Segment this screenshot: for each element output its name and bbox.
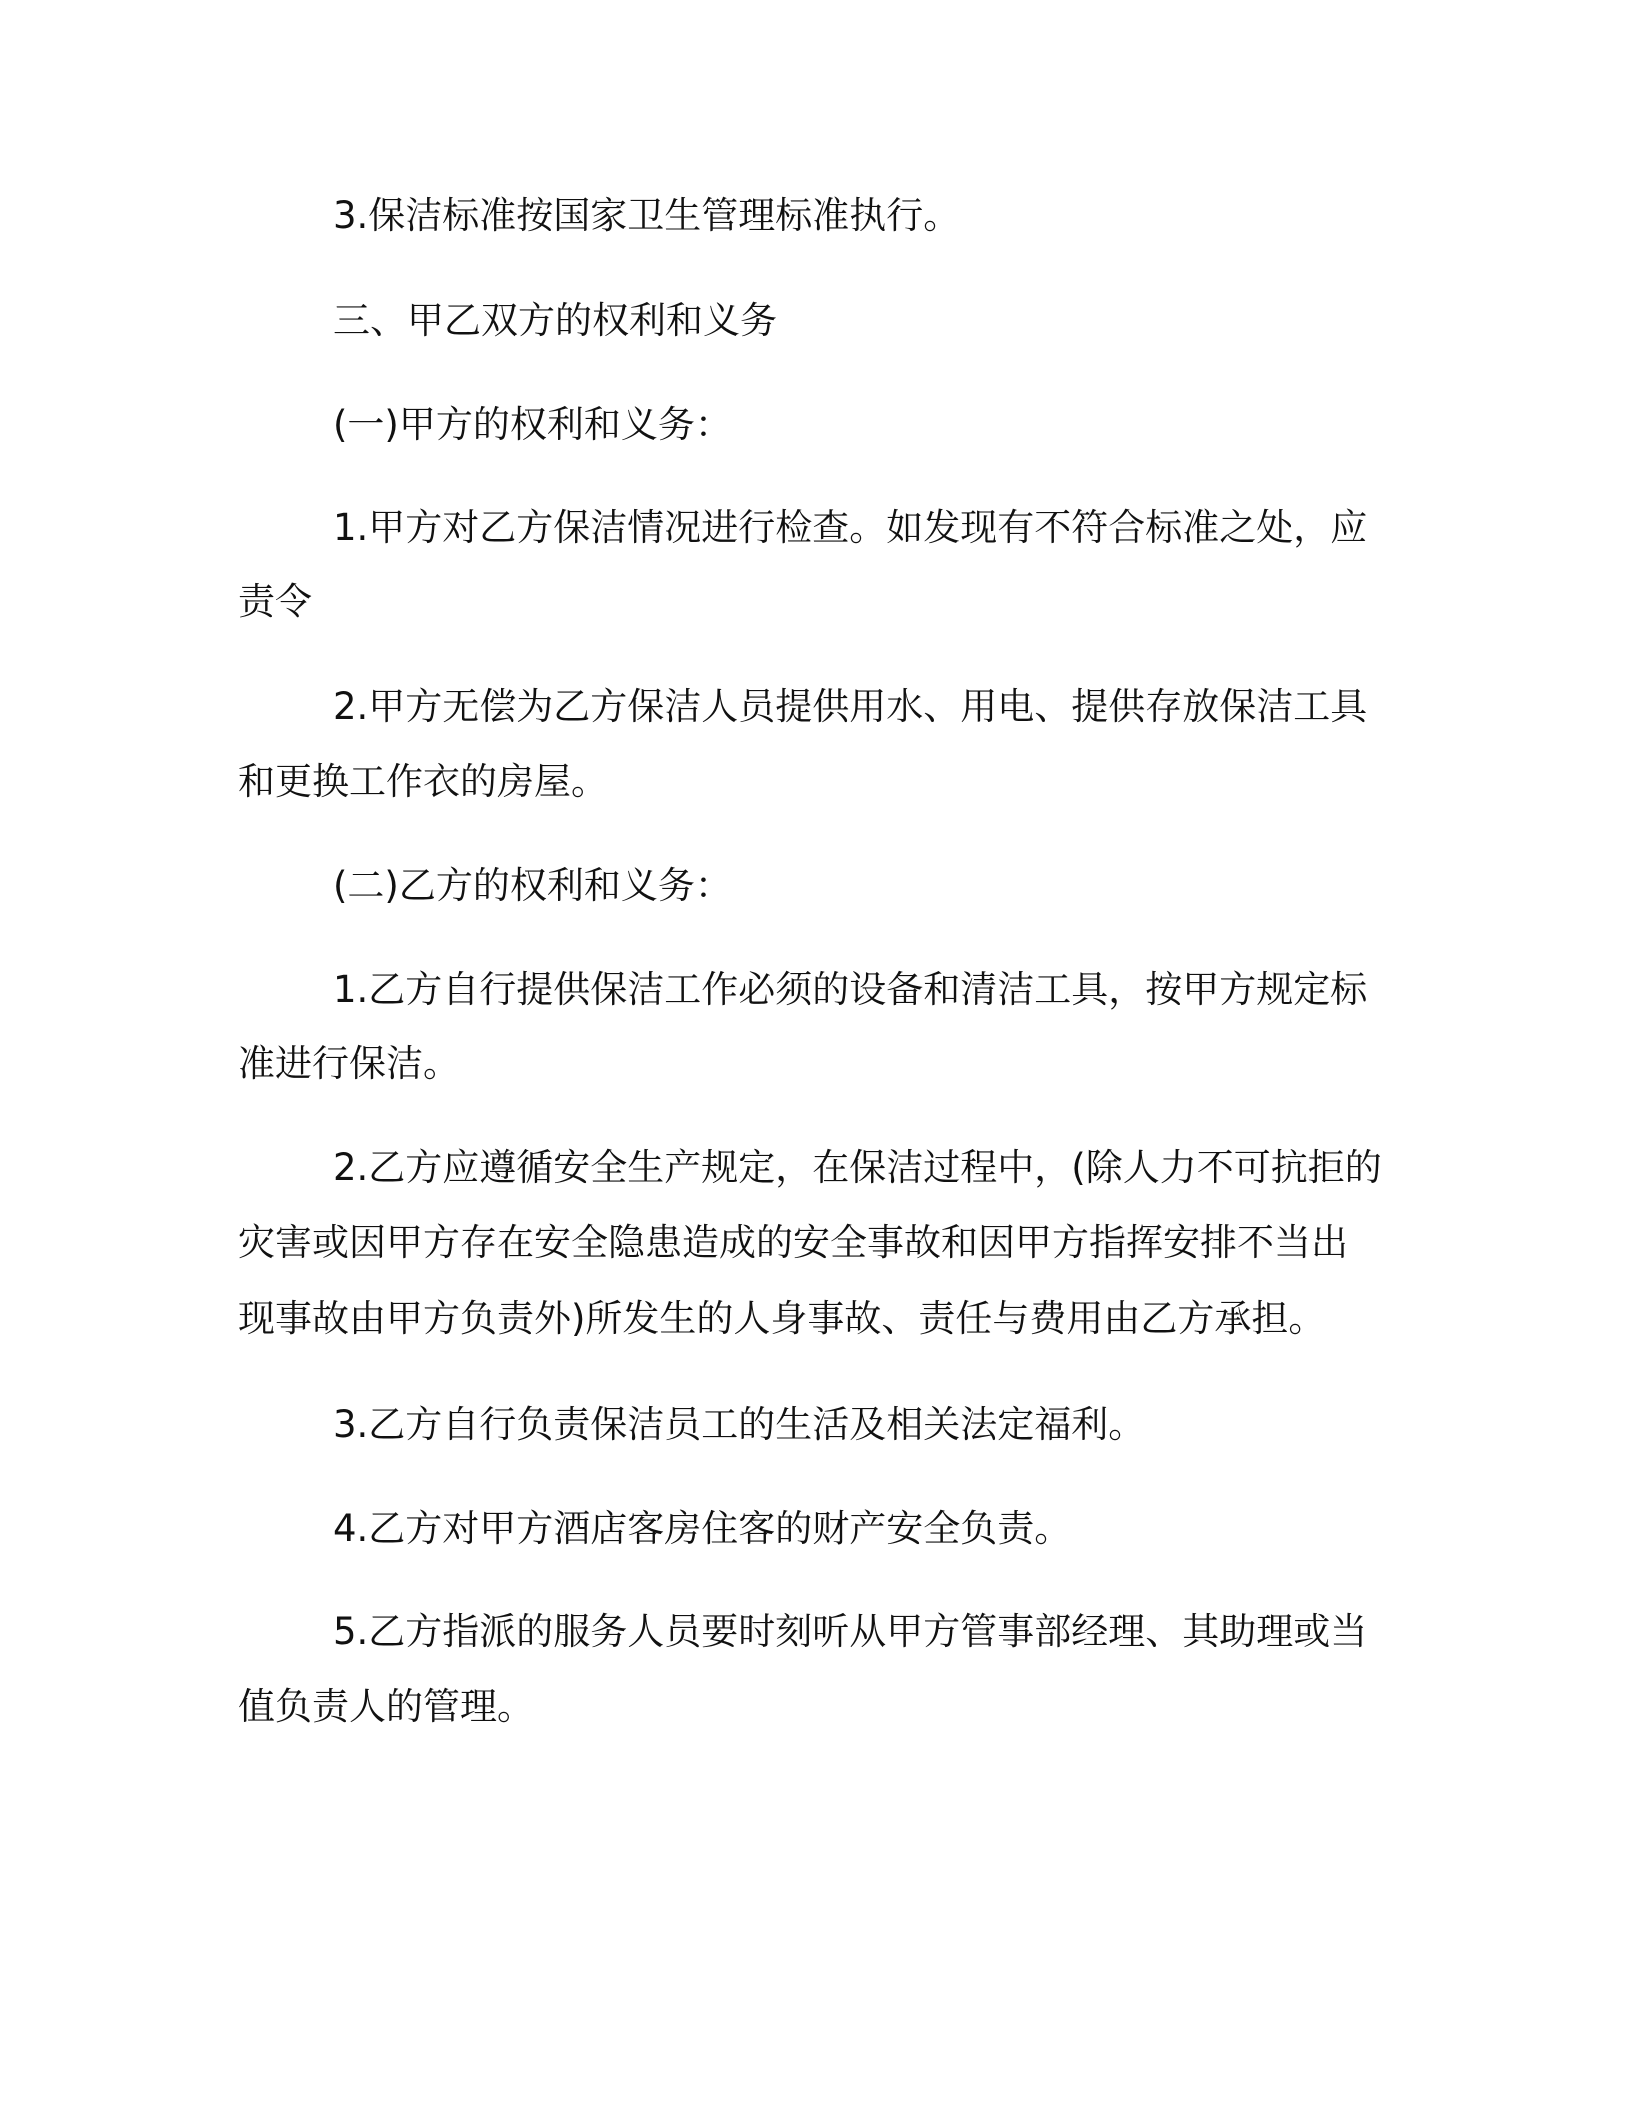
party-b-clause-2-line-2: 灾害或因甲方存在安全隐患造成的安全事故和因甲方指挥安排不当出: [238, 1221, 1348, 1264]
party-b-clause-4: 4.乙方对甲方酒店客房住客的财产安全负责。: [333, 1507, 1072, 1550]
section-heading-rights-obligations: 三、甲乙双方的权利和义务: [333, 299, 777, 342]
party-a-clause-2-line-1: 2.甲方无偿为乙方保洁人员提供用水、用电、提供存放保洁工具: [333, 685, 1368, 728]
party-a-clause-1-line-1: 1.甲方对乙方保洁情况进行检查。如发现有不符合标准之处，应: [333, 506, 1368, 549]
subsection-heading-party-a: (一)甲方的权利和义务：: [333, 403, 732, 446]
party-a-clause-1-line-2: 责令: [238, 580, 312, 623]
party-b-clause-2-line-1: 2.乙方应遵循安全生产规定，在保洁过程中，(除人力不可抗拒的: [333, 1146, 1382, 1189]
party-b-clause-5-line-2: 值负责人的管理。: [238, 1685, 534, 1728]
clause-3-cleaning-standard: 3.保洁标准按国家卫生管理标准执行。: [333, 194, 961, 237]
party-b-clause-3: 3.乙方自行负责保洁员工的生活及相关法定福利。: [333, 1403, 1146, 1446]
party-b-clause-1-line-1: 1.乙方自行提供保洁工作必须的设备和清洁工具，按甲方规定标: [333, 968, 1368, 1011]
party-a-clause-2-line-2: 和更换工作衣的房屋。: [238, 760, 608, 803]
party-b-clause-5-line-1: 5.乙方指派的服务人员要时刻听从甲方管事部经理、其助理或当: [333, 1610, 1368, 1653]
subsection-heading-party-b: (二)乙方的权利和义务：: [333, 864, 732, 907]
party-b-clause-1-line-2: 准进行保洁。: [238, 1042, 460, 1085]
party-b-clause-2-line-3: 现事故由甲方负责外)所发生的人身事故、责任与费用由乙方承担。: [238, 1297, 1326, 1340]
